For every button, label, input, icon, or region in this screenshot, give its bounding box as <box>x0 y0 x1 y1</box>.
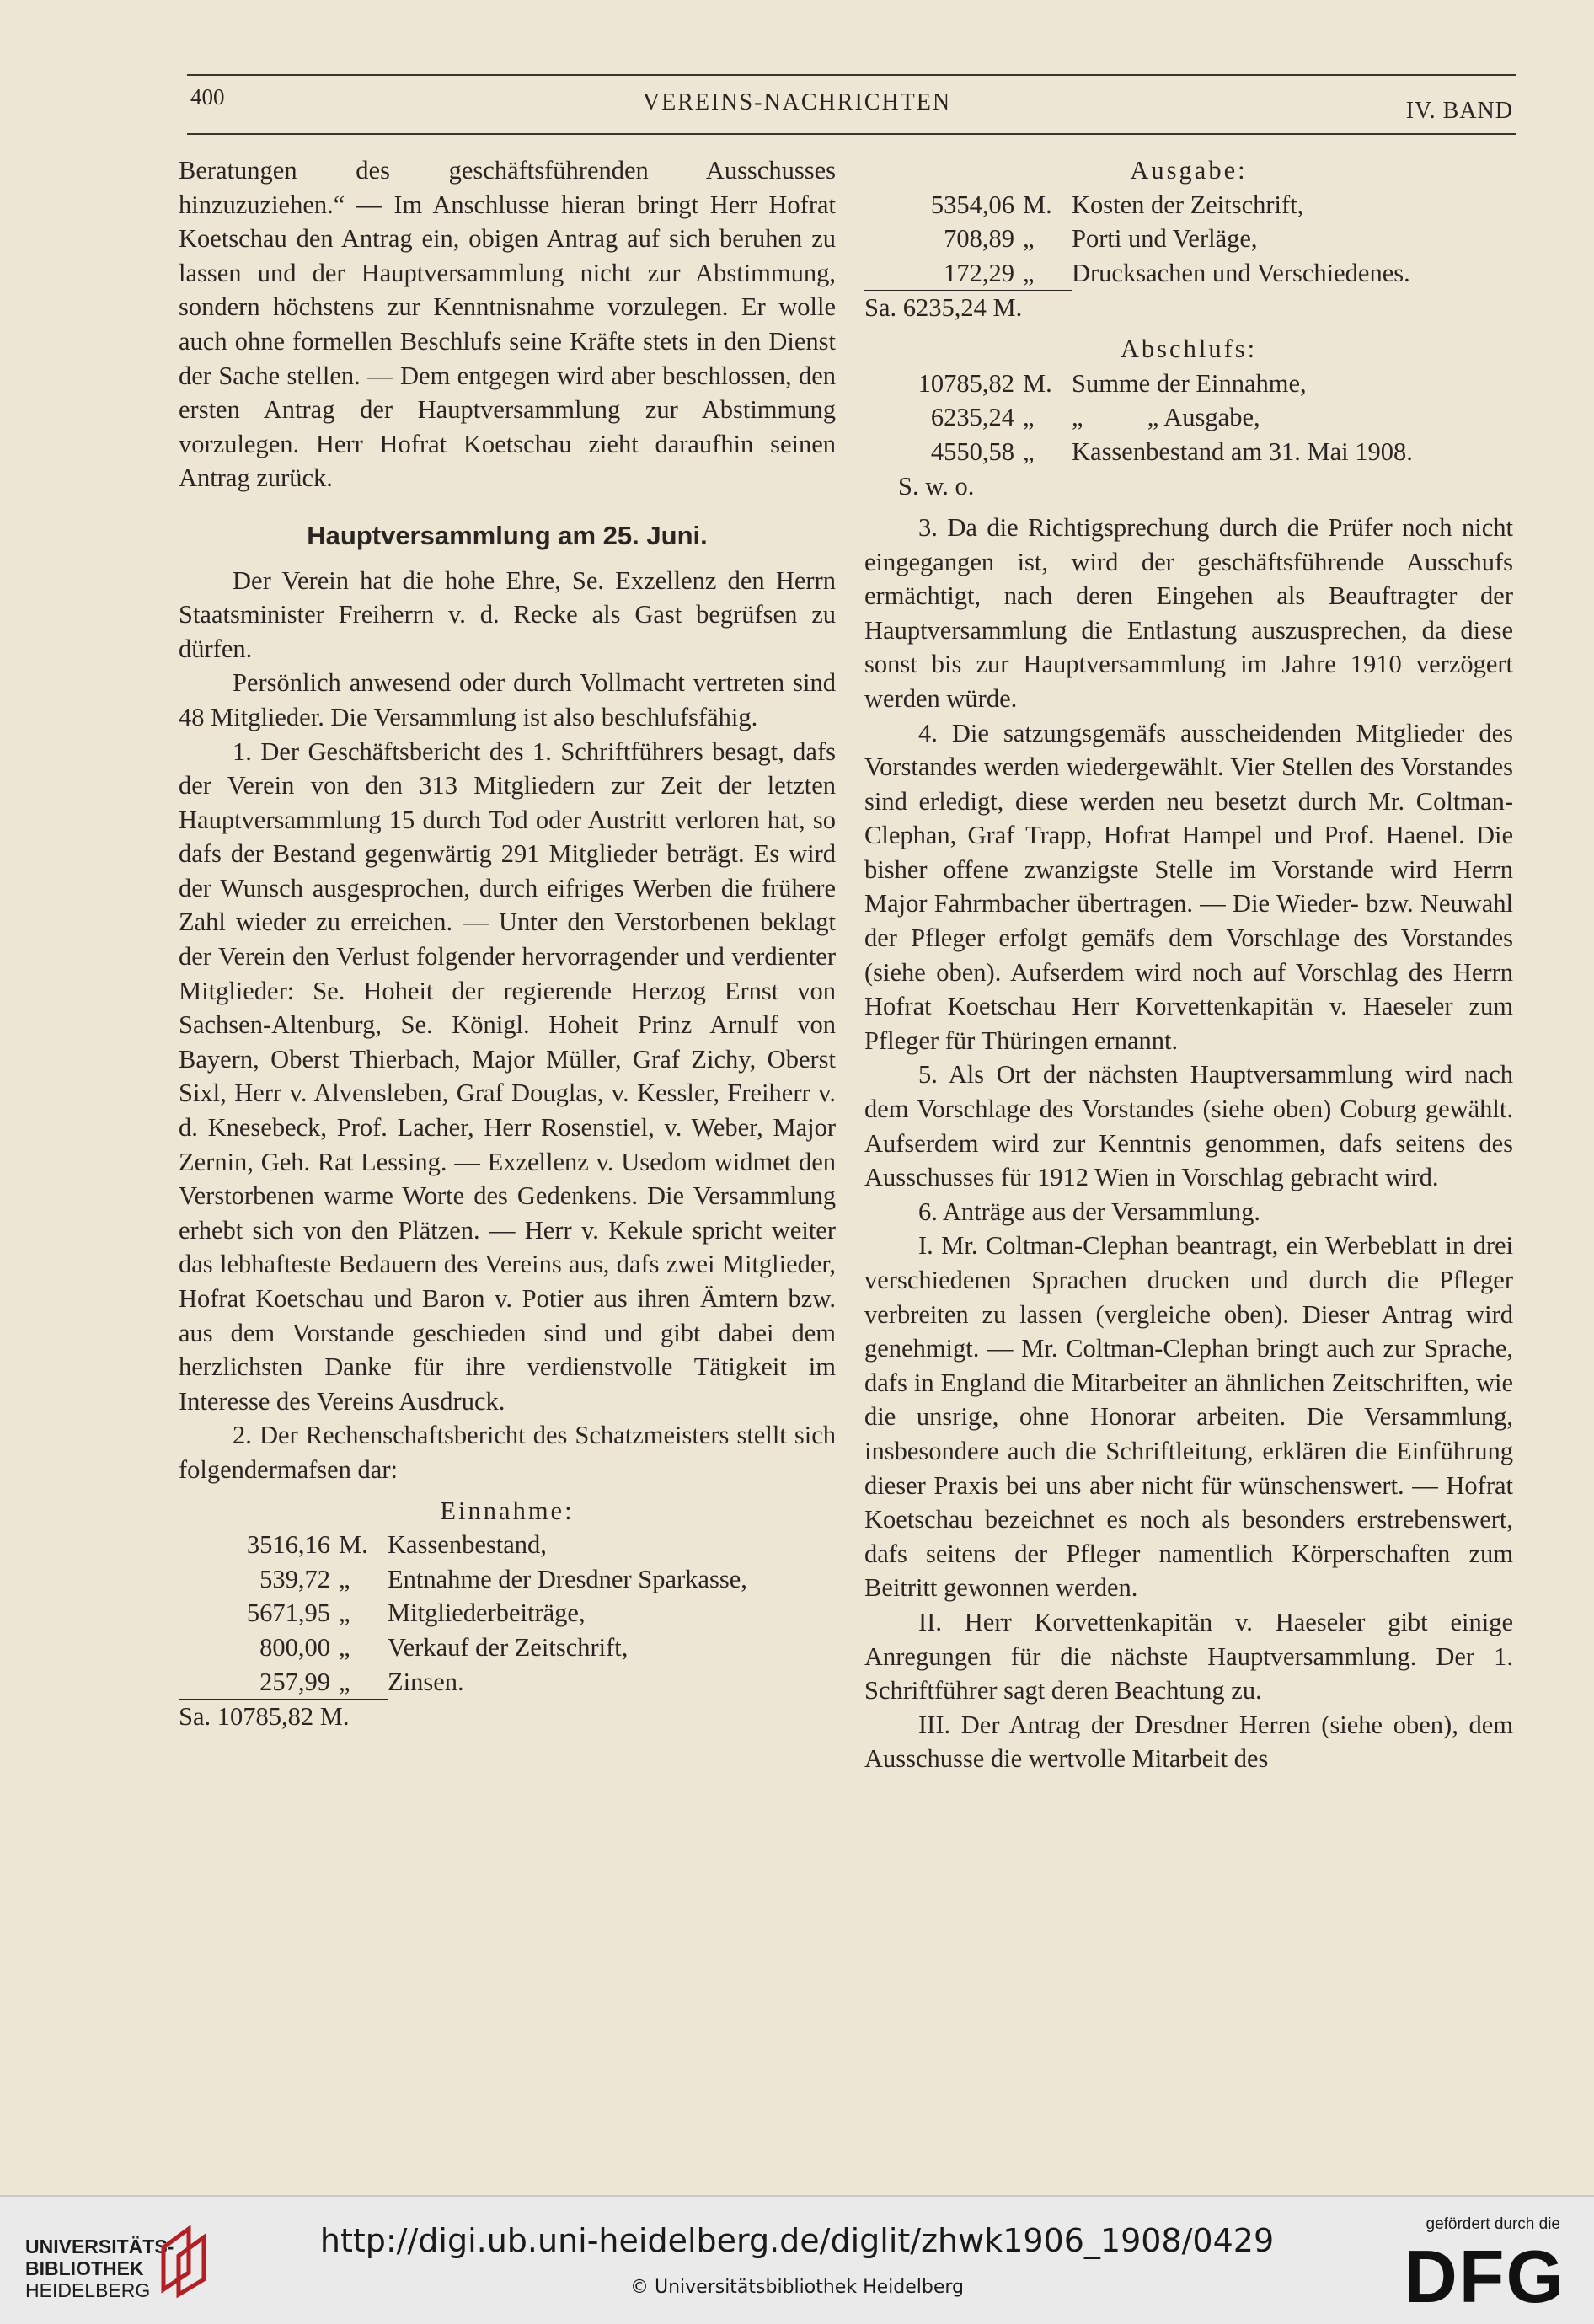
sum-row <box>864 291 1513 325</box>
running-title: VEREINS-NACHRICHTEN <box>642 89 952 115</box>
unit: M. <box>1023 190 1052 219</box>
sum-row <box>179 1700 836 1734</box>
amount: 3516,16 <box>246 1530 330 1560</box>
table-row <box>179 1665 836 1700</box>
copyright-notice: © Universitätsbibliothek Heidelberg <box>629 2277 964 2298</box>
einnahme-title: Einnahme: <box>440 1496 575 1525</box>
unit: „ <box>339 1598 350 1628</box>
description: Kosten der Zeitschrift, <box>1072 190 1304 219</box>
abschluss-table <box>864 367 1513 504</box>
unit: „ <box>1023 256 1072 292</box>
unit: „ <box>1023 403 1035 432</box>
unit: M. <box>339 1530 368 1560</box>
description: Verkauf der Zeitschrift, <box>388 1632 629 1662</box>
sum-value: Sa. 6235,24 M. <box>864 293 1023 323</box>
amount: 5671,95 <box>246 1598 330 1628</box>
description: Summe der Einnahme, <box>1072 368 1307 398</box>
description: Kassenbestand, <box>388 1530 547 1560</box>
ausgabe-title: Ausgabe: <box>1130 156 1248 185</box>
paragraph: Persönlich anwesend oder durch Vollmacht vertreten sind 48 Mitglieder. Die Versammlung ist also beschlufsfähig. <box>179 668 836 731</box>
permalink-url[interactable]: http://digi.ub.uni-heidelberg.de/diglit/zhwk1906_1908/0429 <box>319 2222 1275 2259</box>
library-name-line: HEIDELBERG <box>25 2279 151 2301</box>
paragraph: 1. Der Geschäftsbericht des 1. Schriftführers besagt, dafs der Verein von den 313 Mitgliedern zur Zeit der letzten Hauptversammlung 15 durch Tod oder Austritt verloren hat, so dafs der Bestand gegenwärtig 291 Mitglieder beträgt. Es wird der Wunsch ausgesprochen, durch eifriges Werben die frühere Zahl wieder zu erreichen. — Unter den Verstorbenen beklagt der Verein den Verlust folgender hervorragender und verdienter Mitglieder: Se. Hoheit der regierende Herzog Ernst von Sachsen-Altenburg, Se. Königl. Hoheit Prinz Arnulf von Bayern, Oberst Thierbach, Major Müller, Graf Zichy, Oberst Sixl, Herr v. Alvensleben, Graf Douglas, v. Kessler, Freiherr v. d. Knesebeck, Prof. Lacher, Herr Rosenstiel, v. Weber, Major Zernin, Geh. Rat Lessing. — Exzellenz v. Usedom widmet den Verstorbenen warme Worte des Gedenkens. Die Versammlung erhebt sich von den Plätzen. — Herr v. Kekule spricht weiter das lebhafteste Bedauern des Vereins aus, dafs zwei Mitglieder, Hofrat Koetschau und Baron v. Potier aus ihren Ämtern bzw. aus dem Vorstande geschieden sind und gibt dabei dem herzlichsten Danke für ihre verdienstvolle Tätigkeit im Interesse des Vereins Ausdruck. <box>179 736 836 1416</box>
note-row <box>864 469 1513 504</box>
amount: 10785,82 <box>917 368 1014 398</box>
amount: 172,29 <box>864 256 1023 292</box>
paragraph: Der Verein hat die hohe Ehre, Se. Exzellenz den Herrn Staatsminister Freiherrn v. d. Recke als Gast begrüfsen zu dürfen. <box>179 565 836 663</box>
paragraph: 2. Der Rechenschaftsbericht des Schatzmeisters stellt sich folgendermafsen dar: <box>179 1421 836 1484</box>
description: Drucksachen und Verschiedenes. <box>1072 258 1410 287</box>
sum-value: Sa. 10785,82 M. <box>179 1702 350 1732</box>
table-row <box>179 1631 836 1665</box>
library-name-line: UNIVERSITÄTS- <box>25 2236 174 2257</box>
paragraph: III. Der Antrag der Dresdner Herren (siehe oben), dem Ausschusse die wertvolle Mitarbeit des <box>864 1710 1513 1774</box>
table-row <box>864 188 1513 222</box>
table-row <box>864 367 1513 401</box>
table-row <box>864 435 1513 470</box>
unit: „ <box>339 1665 388 1700</box>
description: Zinsen. <box>388 1667 464 1696</box>
unit: „ <box>339 1632 350 1662</box>
unit: „ <box>1023 435 1072 470</box>
paragraph: 5. Als Ort der nächsten Hauptversammlung wird nach dem Vorschlage des Vorstandes (siehe oben) Coburg gewählt. Aufserdem wird zur Kenntnis genommen, dafs seitens des Ausschusses für 1912 Wien in Vorschlag gebracht wird. <box>864 1060 1513 1192</box>
amount: 257,99 <box>179 1665 339 1700</box>
table-row <box>179 1562 836 1597</box>
abschluss-title: Abschlufs: <box>1120 334 1258 363</box>
amount: 6235,24 <box>930 403 1014 432</box>
table-row <box>864 256 1513 292</box>
paragraph: II. Herr Korvettenkapitän v. Haeseler gibt einige Anregungen für die nächste Hauptversammlung. Der 1. Schriftführer sagt deren Beachtung zu. <box>864 1607 1513 1706</box>
funding-caption: gefördert durch die <box>1426 2215 1560 2233</box>
viewer-footer <box>0 2195 1594 2324</box>
paragraph: 6. Anträge aus der Versammlung. <box>918 1197 1261 1226</box>
note: S. w. o. <box>898 472 975 501</box>
unit: „ <box>339 1564 350 1593</box>
unit: „ <box>1023 224 1035 254</box>
ausgabe-table <box>864 188 1513 325</box>
header-rule <box>187 133 1516 135</box>
description: „ „ Ausgabe, <box>1072 403 1260 432</box>
unit: M. <box>1023 368 1052 398</box>
table-row <box>864 400 1513 435</box>
table-row <box>179 1528 836 1562</box>
description: Mitgliederbeiträge, <box>388 1598 586 1628</box>
description: Porti und Verläge, <box>1072 224 1258 254</box>
description: Entnahme der Dresdner Sparkasse, <box>388 1564 747 1593</box>
page-number: 400 <box>190 84 225 110</box>
amount: 800,00 <box>259 1632 330 1662</box>
dfg-logo[interactable]: DFG <box>1404 2235 1565 2318</box>
amount: 4550,58 <box>864 435 1023 470</box>
paragraph: 3. Da die Richtigsprechung durch die Prüfer noch nicht eingegangen ist, wird der geschäftsführende Ausschufs ermächtigt, nach deren Eingehen als Beauftragter der Hauptversammlung die Entlastung auszusprechen, da diese sonst bis zur Hauptversammlung im Jahre 1910 verzögert werden würde. <box>864 512 1513 713</box>
table-row <box>864 222 1513 256</box>
description: Kassenbestand am 31. Mai 1908. <box>1072 436 1413 466</box>
top-rule <box>187 74 1516 76</box>
paragraph: Beratungen des geschäftsführenden Ausschusses hinzuzuziehen.“ — Im Anschlusse hieran bringt Herr Hofrat Koetschau den Antrag ein, obigen Antrag auf sich beruhen zu lassen und der Hauptversammlung nicht zur Abstimmung, sondern höchstens zur Kenntnisnahme vorzulegen. Er wolle auch ohne formellen Beschlufs seine Kräfte stets in den Dienst der Sache stellen. — Dem entgegen wird aber beschlossen, den ersten Antrag der Hauptversammlung zur Abstimmung vorzulegen. Herr Hofrat Koetschau zieht daraufhin seinen Antrag zurück. <box>179 156 836 493</box>
volume-label: IV. BAND <box>1405 98 1513 124</box>
table-row <box>179 1596 836 1631</box>
right-column <box>864 153 1513 1776</box>
amount: 5354,06 <box>930 190 1014 219</box>
left-column <box>179 153 836 1734</box>
einnahme-table <box>179 1528 836 1734</box>
amount: 539,72 <box>259 1564 330 1593</box>
section-heading: Hauptversammlung am 25. Juni. <box>307 520 708 550</box>
paragraph: I. Mr. Coltman-Clephan beantragt, ein Werbeblatt in drei verschiedenen Sprachen drucken und durch die Pfleger verbreiten zu lassen (vergleiche oben). Dieser Antrag wird genehmigt. — Mr. Coltman-Clephan bringt auch zur Sprache, dafs in England die Mitarbeiter an ähnlichen Zeitschriften, wie die unsrige, ohne Honorar arbeiten. Die Versammlung, insbesondere auch die Schriftleitung, erklären die Einführung dieser Praxis bei uns aber nicht für wünschenswert. — Hofrat Koetschau bezeichnet es noch als besonders erstrebenswert, dafs seitens der Pfleger namentlich Körperschaften zum Beitritt gewonnen werden. <box>864 1231 1513 1603</box>
library-name-line: BIBLIOTHEK <box>25 2257 144 2279</box>
paragraph: 4. Die satzungsgemäfs ausscheidenden Mitglieder des Vorstandes werden wiedergewählt. Vier Stellen des Vorstandes sind erledigt, diese werden neu besetzt durch Mr. Coltman-Clephan, Graf Trapp, Hofrat Hampel und Prof. Haenel. Die bisher offene zwanzigste Stelle im Vorstande wird Herrn Major Fahrmbacher übertragen. — Die Wieder- bzw. Neuwahl der Pfleger erfolgt gemäfs dem Vorschlage des Vorstandes (siehe oben). Aufserdem wird noch auf Vorschlag des Herrn Hofrat Koetschau Herr Korvettenkapitän v. Haeseler zum Pfleger für Thüringen ernannt. <box>864 718 1513 1055</box>
amount: 708,89 <box>944 224 1014 254</box>
